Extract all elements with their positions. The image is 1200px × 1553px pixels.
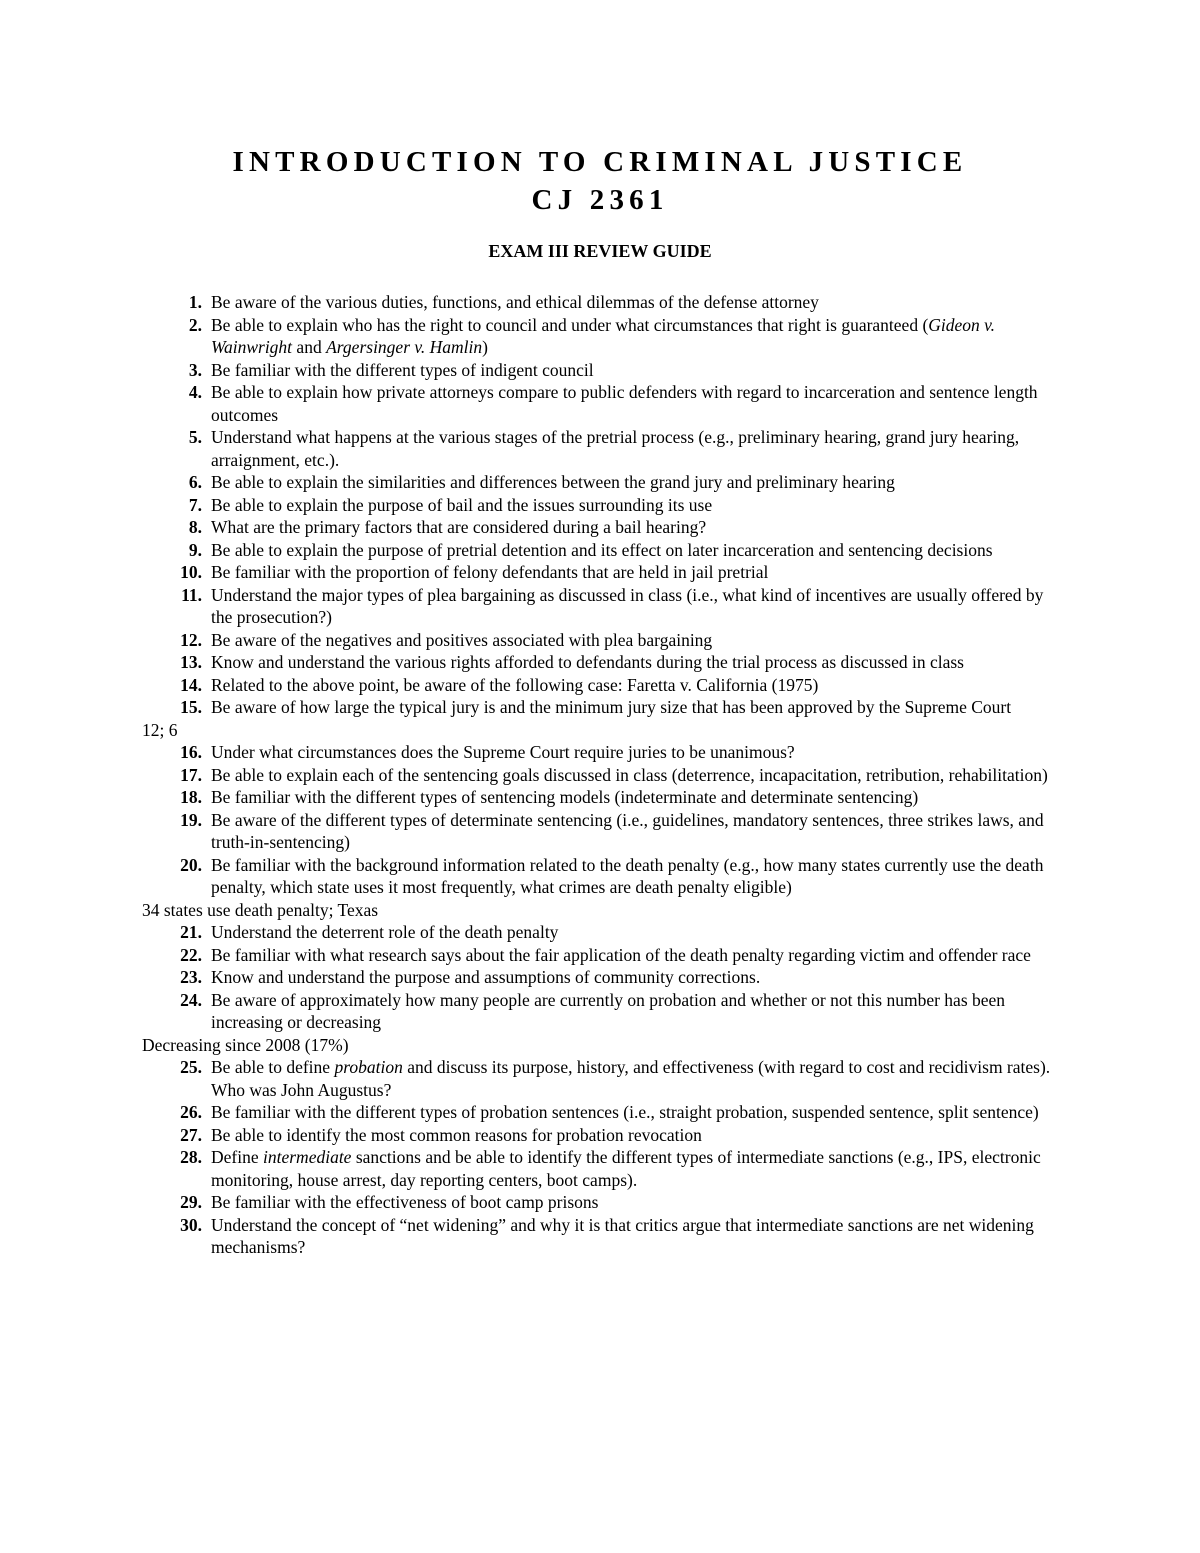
case-name: Gideon v. Wainwright xyxy=(211,314,996,357)
item-number: 5. xyxy=(188,427,202,447)
item-text: Be able to explain who has the right to council and under what circumstances that right is guaranteed ( xyxy=(211,314,929,335)
list-item xyxy=(0,494,1061,517)
item-text: Define xyxy=(211,1147,263,1167)
item-number: 13. xyxy=(180,652,202,672)
item-text: Understand the major types of plea bargaining as discussed in class (i.e., what kind of incentives are usually offered by the prosecution?) xyxy=(211,584,1044,627)
list-item xyxy=(0,741,1061,764)
list-item xyxy=(0,1101,1061,1124)
item-text: Be aware of approximately how many people are currently on probation and whether or not this number has been increasing or decreasing xyxy=(211,989,1006,1032)
item-text: Know and understand the various rights afforded to defendants during the trial process as discussed in class xyxy=(211,652,964,672)
item-number: 10. xyxy=(180,562,202,582)
list-item xyxy=(0,291,1061,314)
item-number: 26. xyxy=(180,1102,202,1122)
list-item xyxy=(0,809,1061,854)
list-item xyxy=(0,696,1061,719)
item-text: What are the primary factors that are considered during a bail hearing? xyxy=(211,517,707,537)
item-text: Be familiar with what research says about the fair application of the death penalty regarding victim and offender race xyxy=(211,944,1031,965)
list-item xyxy=(0,629,1061,652)
list-item xyxy=(0,651,1061,674)
list-item xyxy=(0,561,1061,584)
item-number: 27. xyxy=(180,1124,202,1145)
item-number: 12. xyxy=(180,629,202,650)
list-item xyxy=(0,944,1061,967)
item-text: ) xyxy=(482,337,488,357)
list-item xyxy=(0,1124,1061,1147)
item-number: 21. xyxy=(180,922,202,942)
item-text: Be able to explain the purpose of bail and the issues surrounding its use xyxy=(211,494,713,515)
item-text: Know and understand the purpose and assumptions of community corrections. xyxy=(211,967,761,987)
course-title: INTRODUCTION TO CRIMINAL JUSTICE xyxy=(232,146,968,178)
item-text: Be familiar with the background information related to the death penalty (e.g., how many states currently use the death penalty, which state uses it most frequently, what crimes are death penalty eligible) xyxy=(211,854,1044,897)
item-text: sanctions and be able to identify the different types of intermediate sanctions (e.g., IPS, electronic monitoring, house arrest, day reporting centers, boot camps). xyxy=(211,1147,1041,1190)
item-number: 1. xyxy=(188,292,202,312)
item-text: Be able to explain each of the sentencing goals discussed in class (deterrence, incapacitation, retribution, rehabilitation) xyxy=(211,764,1048,785)
item-number: 15. xyxy=(180,697,202,717)
item-number: 18. xyxy=(180,787,202,807)
list-item xyxy=(0,854,1061,899)
item-number: 23. xyxy=(180,967,202,987)
item-number: 16. xyxy=(180,742,202,762)
handwritten-note: 34 states use death penalty; Texas xyxy=(142,899,379,920)
item-number: 11. xyxy=(181,584,202,605)
item-text: and xyxy=(292,337,327,357)
item-number: 9. xyxy=(188,539,202,560)
item-text: Be aware of how large the typical jury is and the minimum jury size that has been approved by the Supreme Court xyxy=(211,697,1012,717)
item-text: Be able to define xyxy=(211,1057,335,1077)
item-number: 14. xyxy=(180,674,202,695)
item-number: 17. xyxy=(180,764,202,785)
case-name: Argersinger v. Hamlin xyxy=(326,337,483,357)
item-text: Understand the concept of “net widening” and why it is that critics argue that intermediate sanctions are net widening mechanisms? xyxy=(211,1214,1034,1257)
item-text: Understand what happens at the various stages of the pretrial process (e.g., preliminary hearing, grand jury hearing, arraignment, etc.). xyxy=(211,427,1020,470)
list-item xyxy=(0,674,1061,697)
item-number: 28. xyxy=(180,1147,202,1167)
item-number: 29. xyxy=(180,1192,202,1212)
list-item xyxy=(0,539,1061,562)
item-text: Related to the above point, be aware of the following case: Faretta v. California (1975) xyxy=(211,674,819,695)
item-text: Under what circumstances does the Supreme Court require juries to be unanimous? xyxy=(211,742,795,762)
item-text: Be able to explain the similarities and differences between the grand jury and preliminary hearing xyxy=(211,472,895,492)
item-text: Be familiar with the different types of indigent council xyxy=(211,359,594,380)
item-number: 24. xyxy=(180,989,202,1010)
item-number: 22. xyxy=(180,944,202,965)
list-item xyxy=(0,786,1061,809)
item-number: 4. xyxy=(188,382,202,402)
item-text: Be familiar with the proportion of felony defendants that are held in jail pretrial xyxy=(211,562,769,582)
list-item xyxy=(0,1146,1061,1191)
list-item xyxy=(0,426,1061,471)
list-item xyxy=(0,584,1061,629)
list-item xyxy=(0,314,1061,359)
item-text: Be aware of the negatives and positives associated with plea bargaining xyxy=(211,629,713,650)
item-number: 30. xyxy=(180,1214,202,1235)
handwritten-note: 12; 6 xyxy=(142,719,178,740)
term: probation xyxy=(334,1057,403,1077)
item-number: 7. xyxy=(188,494,202,515)
list-item xyxy=(0,1191,1061,1214)
item-number: 3. xyxy=(188,359,202,380)
item-text: Be aware of the different types of determinate sentencing (i.e., guidelines, mandatory sentences, three strikes laws, and truth-in-sentencing) xyxy=(211,809,1044,852)
item-text: Be able to explain how private attorneys compare to public defenders with regard to incarceration and sentence length outcomes xyxy=(211,382,1038,425)
handwritten-note: Decreasing since 2008 (17%) xyxy=(142,1034,349,1055)
list-item xyxy=(0,359,1061,382)
list-item xyxy=(0,966,1061,989)
list-item xyxy=(0,764,1061,787)
guide-title: EXAM III REVIEW GUIDE xyxy=(488,241,712,261)
item-text: Be able to identify the most common reasons for probation revocation xyxy=(211,1124,702,1145)
item-text: Be familiar with the different types of probation sentences (i.e., straight probation, suspended sentence, split sentence) xyxy=(211,1102,1039,1122)
course-code: CJ 2361 xyxy=(531,184,669,216)
item-number: 20. xyxy=(180,854,202,875)
list-item xyxy=(0,989,1061,1034)
list-item xyxy=(0,516,1061,539)
item-text: and discuss its purpose, history, and effectiveness (with regard to cost and recidivism rates). Who was John Augustus? xyxy=(211,1057,1051,1100)
item-text: Be familiar with the effectiveness of boot camp prisons xyxy=(211,1192,599,1212)
item-text: Be able to explain the purpose of pretrial detention and its effect on later incarceration and sentencing decisions xyxy=(211,539,993,560)
item-number: 6. xyxy=(188,472,202,492)
list-item xyxy=(0,1214,1061,1259)
list-item xyxy=(0,921,1061,944)
item-number: 19. xyxy=(180,809,202,830)
list-item xyxy=(0,471,1061,494)
item-number: 2. xyxy=(188,314,202,335)
item-number: 25. xyxy=(180,1057,202,1077)
item-number: 8. xyxy=(188,517,202,537)
item-text: Be familiar with the different types of sentencing models (indeterminate and determinate sentencing) xyxy=(211,787,919,807)
item-text: Understand the deterrent role of the death penalty xyxy=(211,922,559,942)
list-item xyxy=(0,381,1061,426)
review-list xyxy=(0,291,1200,1259)
term: intermediate xyxy=(263,1147,352,1167)
item-text: Be aware of the various duties, functions, and ethical dilemmas of the defense attorney xyxy=(211,292,819,312)
list-item xyxy=(0,1056,1061,1101)
